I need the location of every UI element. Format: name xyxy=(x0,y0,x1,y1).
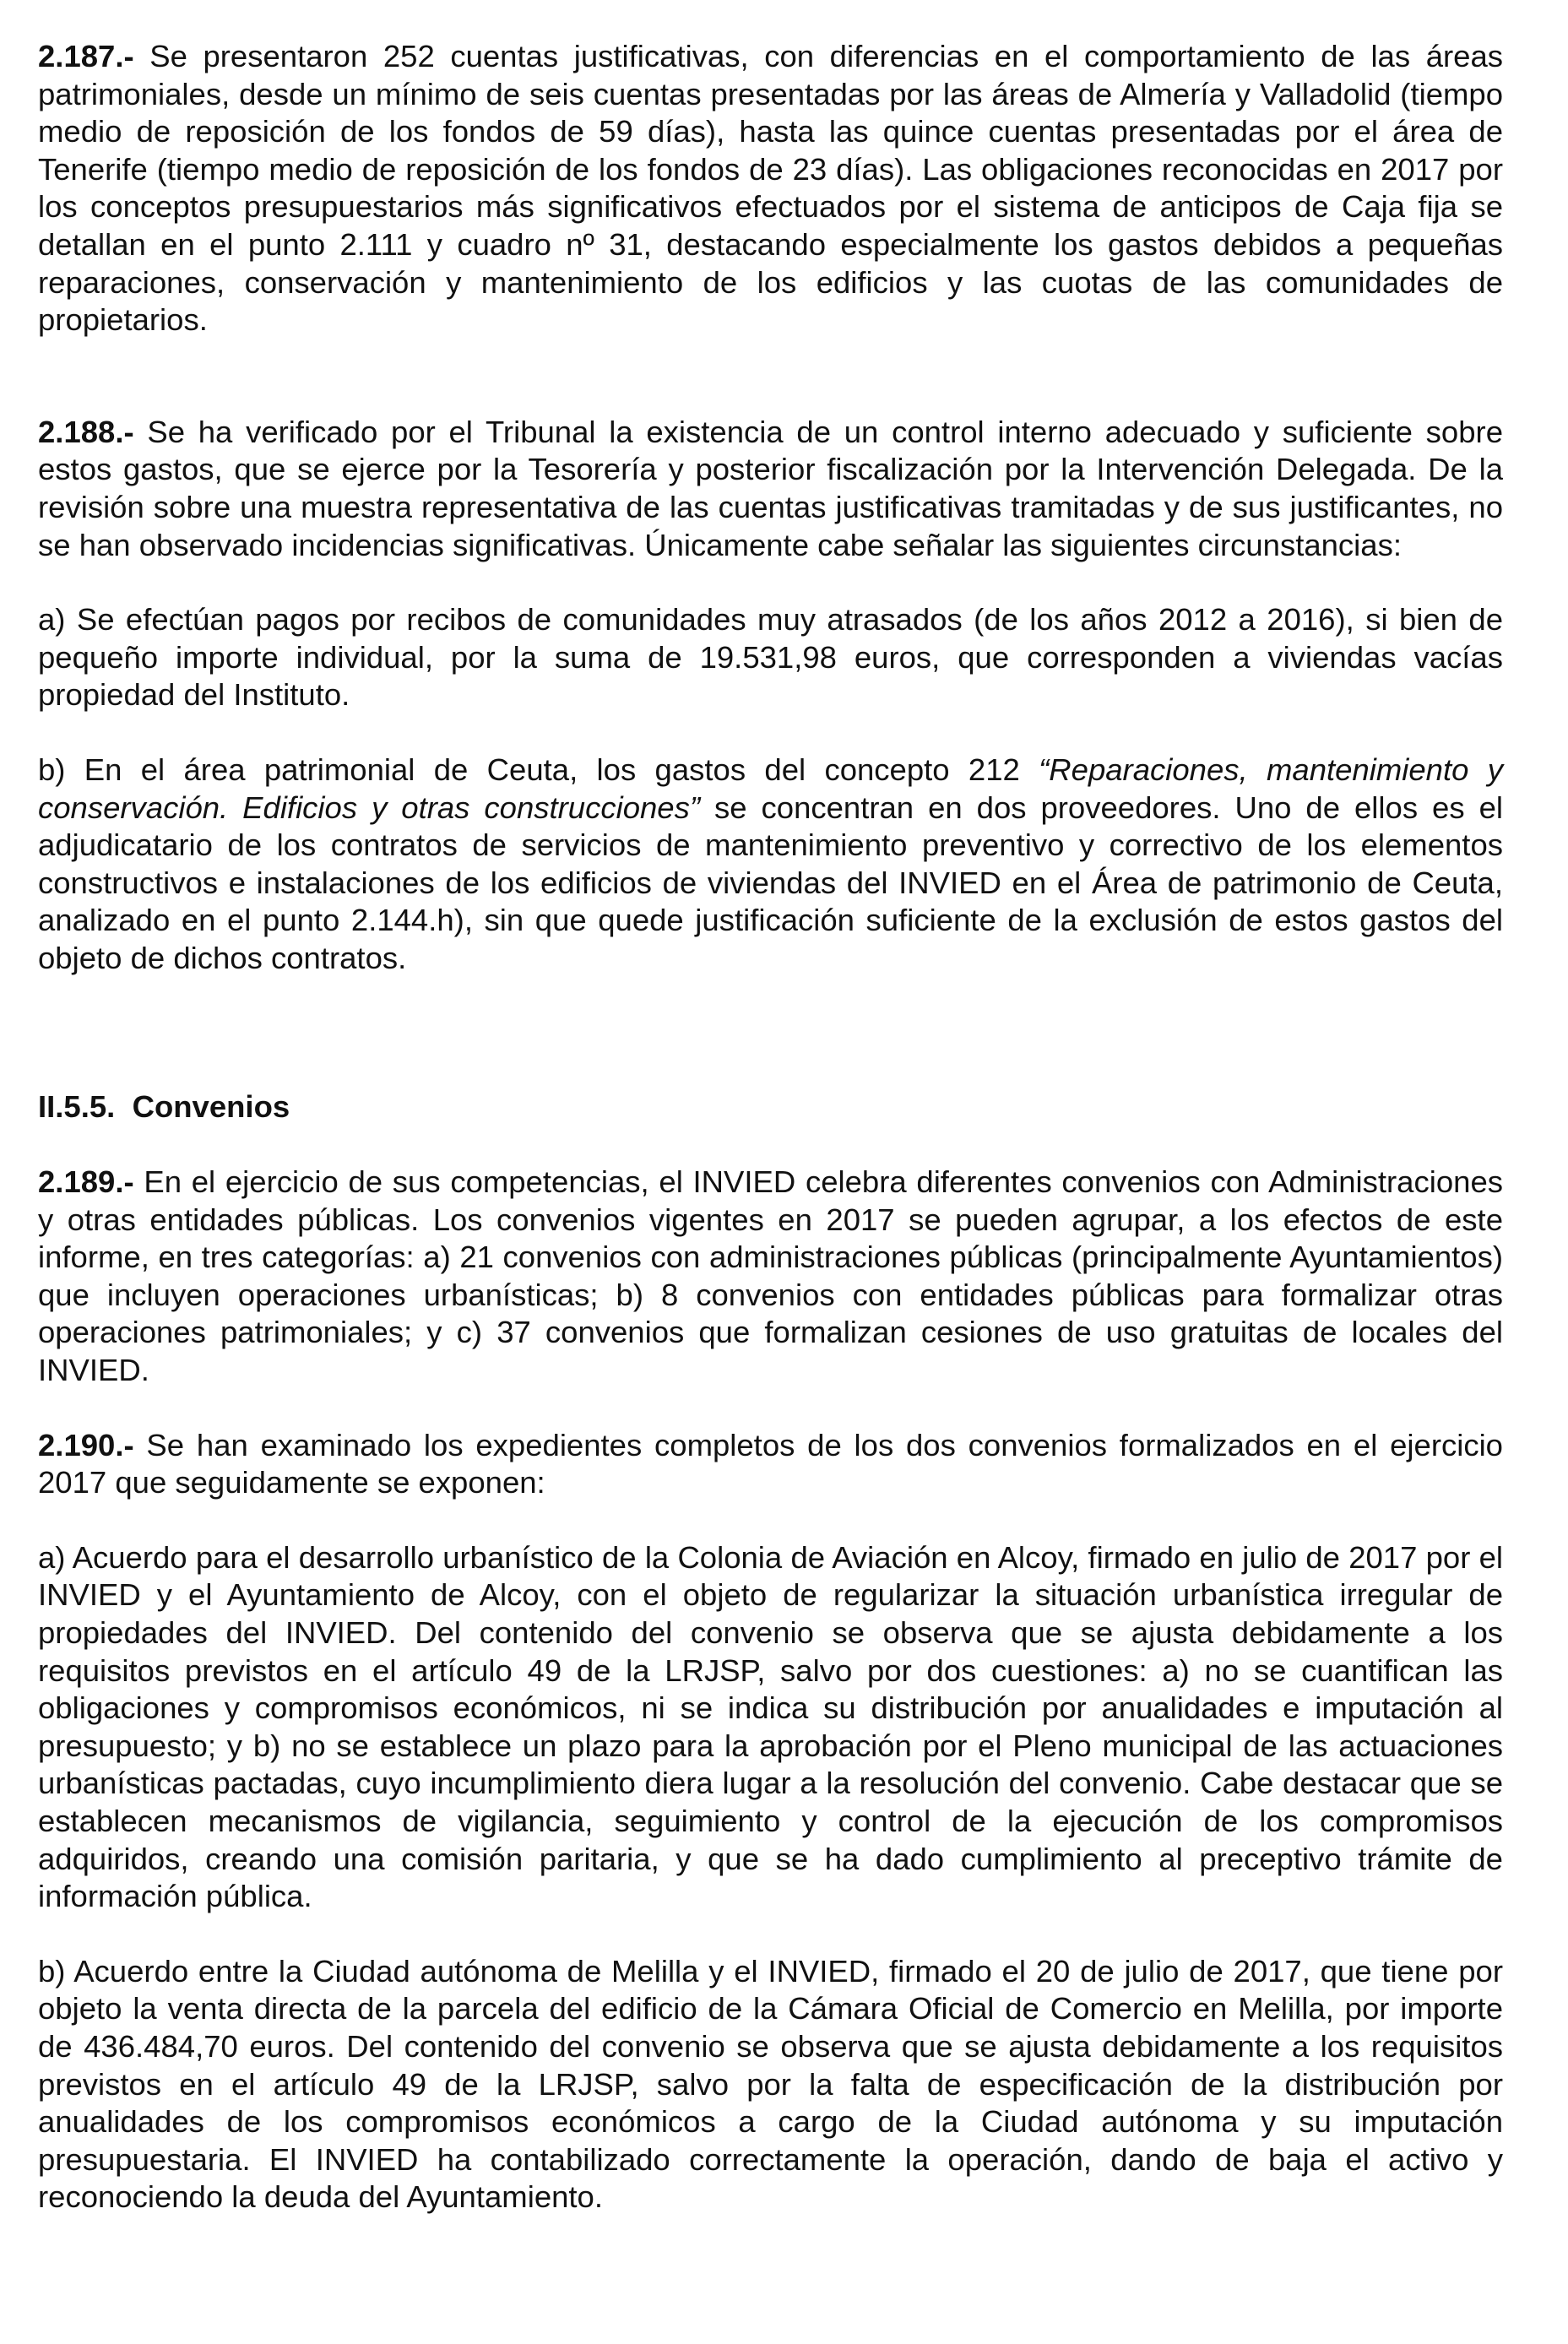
spacer xyxy=(38,1502,1503,1539)
paragraph-2-187 xyxy=(38,38,1503,339)
spacer xyxy=(38,714,1503,751)
paragraph-number: 2.189.- xyxy=(38,1164,134,1200)
spacer xyxy=(38,977,1503,1088)
spacer xyxy=(38,1126,1503,1164)
spacer xyxy=(38,564,1503,601)
document-page xyxy=(38,38,1503,2216)
paragraph-text: se concentran en dos proveedores. Uno de ellos es el adjudicatario de los contratos de servicios de mantenimiento preventivo y correctivo de los elementos constructivos e instalaciones de los edificios de viviendas del INVIED en el Área de patrimonio de Ceuta, analizado en el punto 2.144.h), sin que quede justificación suficiente de la exclusión de estos gastos del objeto de dichos contratos. xyxy=(38,789,1503,975)
paragraph-text: Se han examinado los expedientes completos de los dos convenios formalizados en el ejercicio 2017 que seguidamente se exponen: xyxy=(38,1427,1503,1500)
spacer xyxy=(38,1916,1503,1953)
paragraph-text: b) En el área patrimonial de Ceuta, los gastos del concepto 212 xyxy=(38,751,1039,787)
paragraph-number: 2.187.- xyxy=(38,39,134,73)
paragraph-number: 2.190.- xyxy=(38,1427,134,1462)
paragraph-2-190 xyxy=(38,1427,1503,1502)
paragraph-2-189 xyxy=(38,1164,1503,1390)
paragraph-number: 2.188.- xyxy=(38,414,134,449)
section-heading: II.5.5. Convenios xyxy=(38,1089,290,1125)
paragraph-2-188-a: a) Se efectúan pagos por recibos de comunidades muy atrasados (de los años 2012 a 2016), si bien de pequeño importe individual, por la suma de 19.531,98 euros, que corresponden a viviendas vacías propiedad del Instituto. xyxy=(38,602,1503,713)
paragraph-2-190-a: a) Acuerdo para el desarrollo urbanístico de la Colonia de Aviación en Alcoy, firmado en julio de 2017 por el INVIED y el Ayuntamiento de Alcoy, con el objeto de regularizar la situación urbanística irregular de propiedades del INVIED. Del contenido del convenio se observa que se ajusta debidamente a los requisitos previstos en el artículo 49 de la LRJSP, salvo por dos cuestiones: a) no se cuantifican las obligaciones y compromisos económicos, ni se indica su distribución por anualidades e imputación al presupuesto; y b) no se establece un plazo para la aprobación por el Pleno municipal de las actuaciones urbanísticas pactadas, cuyo incumplimiento diera lugar a la resolución del convenio. Cabe destacar que se establecen mecanismos de vigilancia, seguimiento y control de la ejecución de los compromisos adquiridos, creando una comisión paritaria, y que se ha dado cumplimiento al preceptivo trámite de información pública. xyxy=(38,1539,1503,1914)
paragraph-2-188 xyxy=(38,414,1503,564)
paragraph-2-188-b xyxy=(38,751,1503,978)
paragraph-text: Se presentaron 252 cuentas justificativas, con diferencias en el comportamiento de las áreas patrimoniales, desde un mínimo de seis cuentas presentadas por las áreas de Almería y Valladolid (tiempo medio de reposición de los fondos de 59 días), hasta las quince cuentas presentadas por el área de Tenerife (tiempo medio de reposición de los fondos de 23 días). Las obligaciones reconocidas en 2017 por los conceptos presupuestarios más significativos efectuados por el sistema de anticipos de Caja fija se detallan en el punto 2.111 y cuadro nº 31, destacando especialmente los gastos debidos a pequeñas reparaciones, conservación y mantenimiento de los edificios y las cuotas de las comunidades de propietarios. xyxy=(38,39,1503,338)
spacer xyxy=(38,1390,1503,1427)
paragraph-text: Se ha verificado por el Tribunal la existencia de un control interno adecuado y suficiente sobre estos gastos, que se ejerce por la Tesorería y posterior fiscalización por la Intervención Delegada. De la revisión sobre una muestra representativa de las cuentas justificativas tramitadas y de sus justificantes, no se han observado incidencias significativas. Únicamente cabe señalar las siguientes circunstancias: xyxy=(38,414,1503,562)
quoted-concept: “Reparaciones, mantenimiento y conservación. Edificios y otras construcciones” xyxy=(38,751,1503,825)
paragraph-2-190-b: b) Acuerdo entre la Ciudad autónoma de Melilla y el INVIED, firmado el 20 de julio de 2017, que tiene por objeto la venta directa de la parcela del edificio de la Cámara Oficial de Comercio en Melilla, por importe de 436.484,70 euros. Del contenido del convenio se observa que se ajusta debidamente a los requisitos previstos en el artículo 49 de la LRJSP, salvo por la falta de especificación de la distribución por anualidades de los compromisos económicos a cargo de la Ciudad autónoma y su imputación presupuestaria. El INVIED ha contabilizado correctamente la operación, dando de baja el activo y reconociendo la deuda del Ayuntamiento. xyxy=(38,1953,1503,2215)
paragraph-text: En el ejercicio de sus competencias, el INVIED celebra diferentes convenios con Administraciones y otras entidades públicas. Los convenios vigentes en 2017 se pueden agrupar, a los efectos de este informe, en tres categorías: a) 21 convenios con administraciones públicas (principalmente Ayuntamientos) que incluyen operaciones urbanísticas; b) 8 convenios con entidades públicas para formalizar otras operaciones patrimoniales; y c) 37 convenios que formalizan cesiones de uso gratuitas de locales del INVIED. xyxy=(38,1164,1503,1388)
spacer xyxy=(38,339,1503,414)
